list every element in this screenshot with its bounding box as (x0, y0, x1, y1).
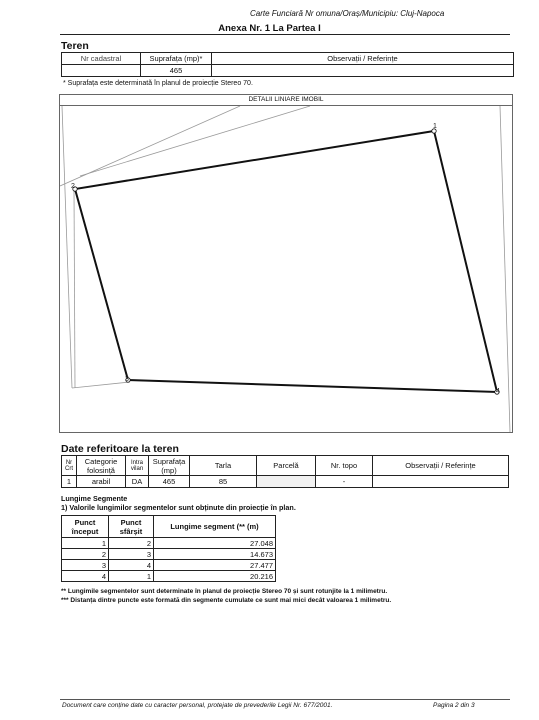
date-teren-header-nr-topo: Nr. topo (316, 456, 373, 476)
segmente-row-3-sfarsit: 4 (109, 560, 154, 571)
date-teren-header-suprafata: Suprafața (mp) (149, 456, 190, 476)
teren-cell-cadastral (62, 65, 141, 77)
teren-header-cadastral: Nr cadastral (62, 53, 141, 65)
date-teren-cell-intravilan: DA (126, 476, 149, 488)
date-teren-cell-tarla: 85 (190, 476, 257, 488)
plan-box (59, 94, 513, 433)
date-teren-header-intravilan: Intra vilan (126, 456, 149, 476)
segmente-header-lungime: Lungime segment (** (m) (154, 516, 276, 538)
segmente-header-inceput: Punct început (62, 516, 109, 538)
date-teren-table (61, 455, 509, 488)
footer-divider (60, 699, 510, 700)
segmente-row-4-inceput: 4 (62, 571, 109, 582)
segmente-row-2-sfarsit: 3 (109, 549, 154, 560)
parcel-plan-drawing (60, 106, 512, 432)
segmente-row-1-inceput: 1 (62, 538, 109, 549)
segmente-row-4-sfarsit: 1 (109, 571, 154, 582)
date-teren-header-tarla: Tarla (190, 456, 257, 476)
date-teren-cell-nr: 1 (62, 476, 77, 488)
segmente-title: Lungime Segmente (61, 494, 128, 503)
date-teren-header-categorie: Categorie folosință (77, 456, 126, 476)
parcel-outline (75, 131, 497, 392)
segmente-row-4-lungime: 20.216 (154, 571, 276, 582)
date-teren-cell-observatii (373, 476, 509, 488)
teren-cell-observatii (212, 65, 514, 77)
segmente-header-sfarsit: Punct sfârșit (109, 516, 154, 538)
segmente-row-3-inceput: 3 (62, 560, 109, 571)
annex-title: Anexa Nr. 1 La Partea I (218, 23, 321, 34)
teren-header-observatii: Observații / Referințe (212, 53, 514, 65)
teren-header-suprafata: Suprafața (mp)* (141, 53, 212, 65)
date-teren-header-observatii: Observații / Referințe (373, 456, 509, 476)
segmente-note-1: ** Lungimile segmentelor sunt determinate în planul de proiecție Stereo 70 și sunt rotunjite la 1 milimetru. (61, 588, 388, 595)
plan-point-label-4: 4 (496, 388, 500, 395)
segmente-row-1-lungime: 27.048 (154, 538, 276, 549)
date-teren-cell-suprafata: 465 (149, 476, 190, 488)
segmente-note-2: *** Distanța dintre puncte este formată din segmente cumulate ce sunt mai mici decât valoarea 1 milimetru. (61, 597, 392, 604)
segmente-subtitle: 1) Valorile lungimilor segmentelor sunt obținute din proiecție în plan. (61, 503, 296, 512)
teren-title: Teren (61, 40, 89, 52)
date-teren-header-nr: Nr Crt (62, 456, 77, 476)
segmente-row-1-sfarsit: 2 (109, 538, 154, 549)
teren-cell-suprafata: 465 (141, 65, 212, 77)
plan-point-label-3: 3 (125, 376, 129, 383)
date-teren-header-parcela: Parcelă (257, 456, 316, 476)
page-header: Carte Funciară Nr omuna/Oraș/Municipiu: Cluj-Napoca (250, 9, 445, 18)
date-teren-cell-nr-topo: - (316, 476, 373, 488)
teren-note: * Suprafața este determinată în planul de proiecție Stereo 70. (63, 80, 253, 87)
plan-title: DETALII LINIARE IMOBIL (60, 95, 512, 106)
date-teren-title: Date referitoare la teren (61, 443, 179, 455)
segmente-table (61, 515, 276, 582)
plan-point-label-1: 1 (433, 123, 437, 130)
footer-page-number: Pagina 2 din 3 (433, 702, 475, 709)
segmente-row-3-lungime: 27.477 (154, 560, 276, 571)
date-teren-cell-parcela (257, 476, 316, 488)
teren-table (61, 52, 514, 77)
footer-disclaimer: Document care conține date cu caracter personal, protejate de prevederile Legii Nr. 677/2001. (62, 702, 333, 709)
segmente-row-2-lungime: 14.673 (154, 549, 276, 560)
date-teren-cell-categorie: arabil (77, 476, 126, 488)
segmente-row-2-inceput: 2 (62, 549, 109, 560)
annex-divider (60, 34, 510, 35)
plan-point-label-2: 2 (71, 183, 75, 190)
